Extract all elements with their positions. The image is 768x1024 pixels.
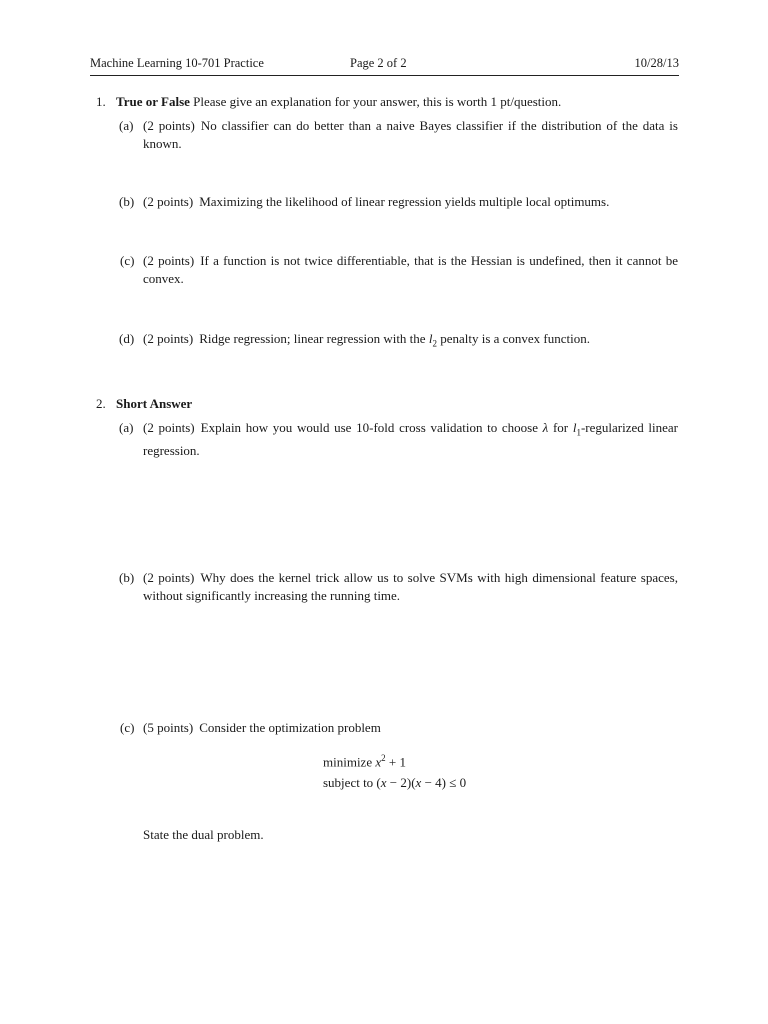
q2b-body	[143, 569, 678, 605]
q2c-followup: State the dual problem.	[143, 827, 264, 842]
q2b-label: (b)	[119, 570, 135, 585]
q1d-math-sub: 2	[432, 338, 437, 349]
q1d-points: (2 points)	[143, 331, 194, 346]
q2c-body	[143, 719, 678, 737]
q2b-text: Why does the kernel trick allow us to solve SVMs with high dimensional feature spaces, without significantly increasing the running time.	[143, 570, 678, 603]
q1b-body	[143, 193, 678, 211]
q1d-text-before: Ridge regression; linear regression with the	[199, 331, 429, 346]
q2c-text: Consider the optimization problem	[199, 720, 381, 735]
q1d-label: (d)	[119, 331, 135, 346]
course-title: Machine Learning 10-701 Practice	[90, 56, 264, 70]
q1b-label: (b)	[119, 194, 135, 209]
q1a-text: No classifier can do better than a naive Bayes classifier if the distribution of the data is known.	[143, 118, 678, 151]
q2a-points: (2 points)	[143, 420, 195, 435]
page-header	[90, 56, 679, 74]
q2a-text-mid: for	[548, 420, 573, 435]
q2a-lambda: λ	[542, 420, 549, 435]
question-2-title: Short Answer	[116, 396, 193, 411]
question-1-header	[116, 93, 676, 111]
constraint-line: subject to (x − 2)(x − 4) ≤ 0	[323, 775, 467, 791]
q2b-points: (2 points)	[143, 570, 195, 585]
q2a-body	[143, 419, 678, 460]
page-number: Page 2 of 2	[350, 56, 407, 70]
q2a-text-before: Explain how you would use 10-fold cross validation to choose	[200, 420, 543, 435]
q2c-label: (c)	[120, 720, 135, 735]
q1d-math-l: l	[428, 331, 433, 346]
question-2-number: 2.	[96, 396, 106, 411]
q2a-math-l: l	[572, 420, 577, 435]
exam-date: 10/28/13	[634, 56, 679, 70]
q1b-points: (2 points)	[143, 194, 194, 209]
q1d-body	[143, 330, 678, 353]
optimization-problem	[323, 748, 466, 793]
q1d-text-after: penalty is a convex function.	[436, 331, 591, 346]
question-1-instructions: Please give an explanation for your answer, this is worth 1 pt/question.	[193, 94, 562, 109]
q1a-points: (2 points)	[143, 118, 195, 133]
question-1-title: True or False	[116, 94, 190, 109]
q1a-body	[143, 117, 678, 153]
q1c-text: If a function is not twice differentiable, that is the Hessian is undefined, then it cannot be convex.	[143, 253, 678, 286]
q1b-text: Maximizing the likelihood of linear regression yields multiple local optimums.	[199, 194, 610, 209]
header-rule	[90, 75, 679, 76]
q2a-label: (a)	[119, 420, 134, 435]
question-1-number: 1.	[96, 94, 106, 109]
q1c-points: (2 points)	[143, 253, 195, 268]
q1c-body	[143, 252, 678, 288]
q1c-label: (c)	[120, 253, 135, 268]
objective-line: minimize $x^2 + 1$	[323, 753, 406, 770]
q2c-points: (5 points)	[143, 720, 194, 735]
q2a-text-after: -regularized linear regression.	[143, 420, 678, 458]
q1a-label: (a)	[119, 118, 134, 133]
q2a-math-sub: 1	[576, 427, 581, 438]
